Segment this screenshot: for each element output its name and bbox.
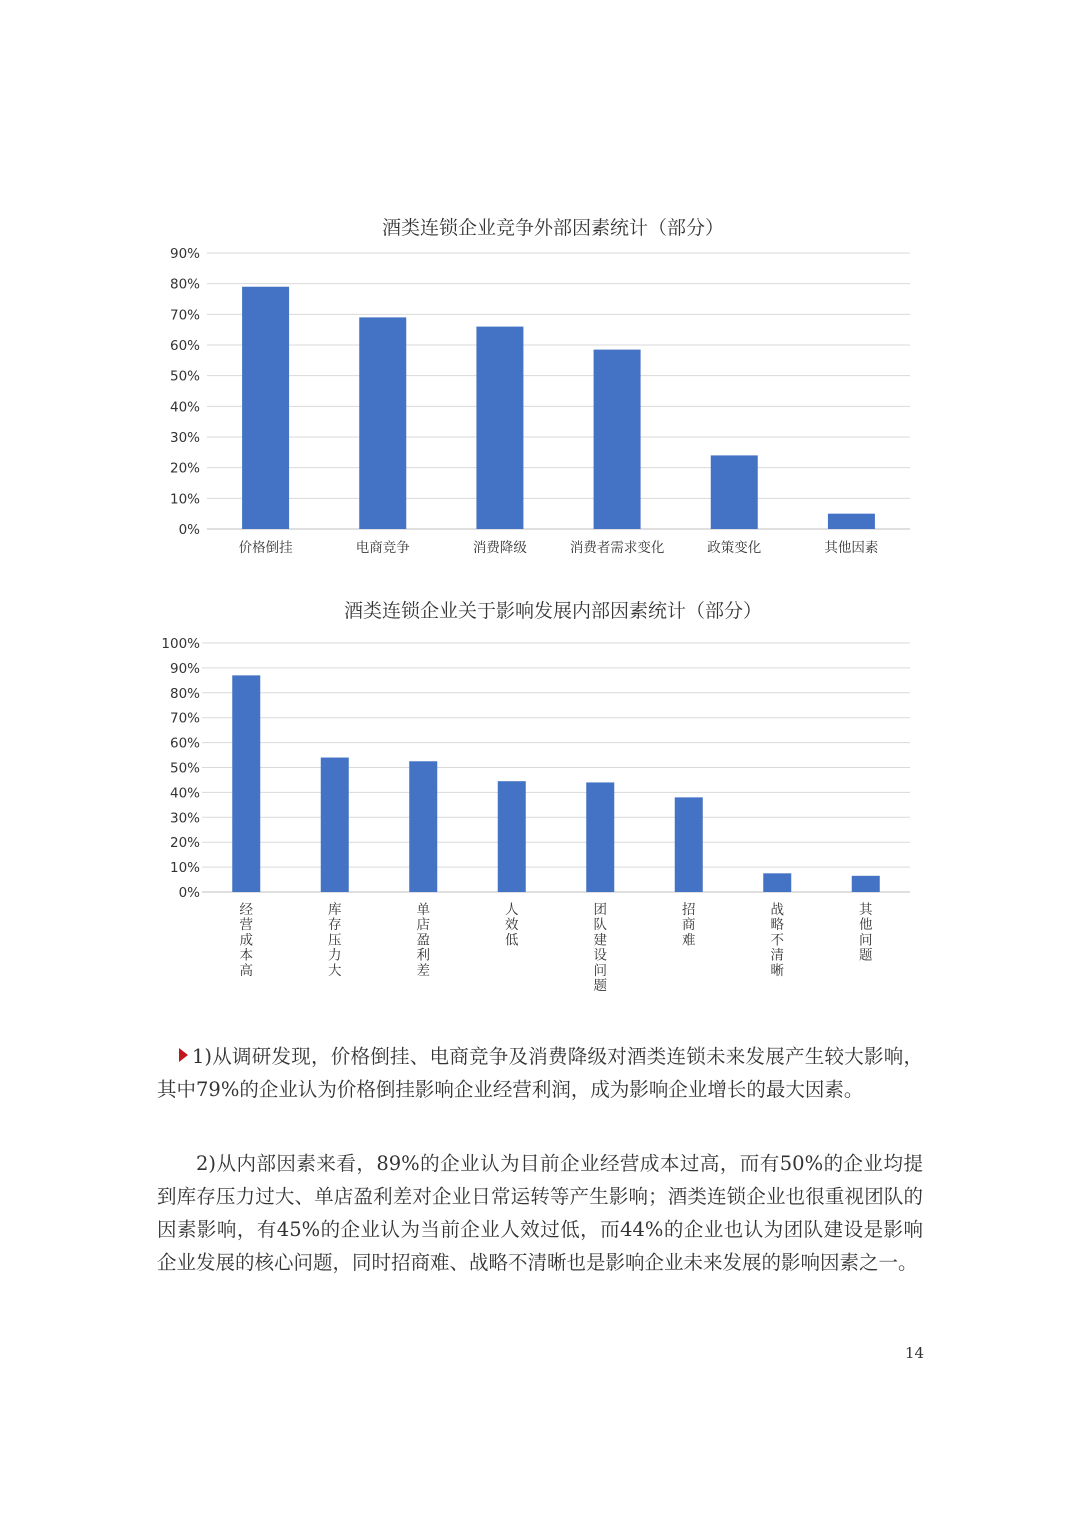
bar <box>476 327 523 529</box>
bullet-triangle-icon <box>179 1048 188 1062</box>
y-tick-label: 20% <box>169 460 200 477</box>
bar <box>321 758 349 892</box>
bar <box>594 350 641 529</box>
finding-text-1: 1)从调研发现，价格倒挂、电商竞争及消费降级对酒类连锁未来发展产生较大影响，其中79%的企业认为价格倒挂影响企业经营利润，成为影响企业增长的最大因素。 <box>157 1045 923 1101</box>
chart-title: 酒类连锁企业竞争外部因素统计（部分） <box>381 217 725 239</box>
x-category-label: 战略不清晰 <box>770 902 784 979</box>
chart-title: 酒类连锁企业关于影响发展内部因素统计（部分） <box>343 600 763 622</box>
x-category-label: 电商竞争 <box>355 540 410 556</box>
x-category-label: 团队建设问题 <box>593 902 607 994</box>
bar <box>675 797 703 892</box>
x-category-label: 其他因素 <box>824 540 879 556</box>
bar <box>586 782 614 892</box>
bar <box>711 455 758 529</box>
y-tick-label: 40% <box>169 785 200 802</box>
bar <box>359 317 406 529</box>
finding-paragraph-2: 2)从内部因素来看，89%的企业认为目前企业经营成本过高，而有50%的企业均提到库存压力过大、单店盈利差对企业日常运转等产生影响；酒类连锁企业也很重视团队的因素影响，有45%的企业认为当前企业人效过低，而44%的企业也认为团队建设是影响企业发展的核心问题，同时招商难、战略不清晰也是影响企业未来发展的影响因素之一。 <box>157 1152 923 1274</box>
y-tick-label: 0% <box>178 885 200 901</box>
bar <box>852 876 880 892</box>
y-tick-label: 70% <box>169 307 200 324</box>
bar <box>242 287 289 529</box>
internal-factors-chart <box>161 600 910 994</box>
bar <box>498 781 526 892</box>
x-category-label: 招商难 <box>682 902 696 949</box>
y-tick-label: 100% <box>161 636 200 652</box>
y-tick-label: 70% <box>169 710 200 727</box>
x-category-label: 经营成本高 <box>239 902 253 979</box>
x-category-label: 价格倒挂 <box>238 540 293 556</box>
y-tick-label: 30% <box>169 430 200 446</box>
y-tick-label: 80% <box>169 685 200 702</box>
y-tick-label: 80% <box>169 276 200 293</box>
x-category-label: 单店盈利差 <box>416 902 430 979</box>
y-tick-label: 60% <box>169 338 200 354</box>
x-category-label: 消费者需求变化 <box>569 540 665 556</box>
y-tick-label: 10% <box>169 860 200 877</box>
y-tick-label: 0% <box>178 522 200 538</box>
bar <box>409 761 437 892</box>
y-tick-label: 90% <box>169 660 200 677</box>
y-tick-label: 50% <box>169 368 200 385</box>
x-category-label: 人效低 <box>505 902 519 949</box>
y-tick-label: 60% <box>169 735 200 752</box>
y-tick-label: 30% <box>169 810 200 827</box>
y-tick-label: 90% <box>169 246 200 262</box>
page-number: 14 <box>905 1344 925 1362</box>
y-tick-label: 50% <box>169 760 200 777</box>
bar <box>763 873 791 892</box>
y-tick-label: 10% <box>169 491 200 508</box>
external-factors-chart <box>170 217 910 556</box>
x-category-label: 库存压力大 <box>328 902 342 979</box>
x-category-label: 消费降级 <box>472 540 527 556</box>
x-category-label: 其他问题 <box>859 902 873 964</box>
y-tick-label: 20% <box>169 835 200 852</box>
bar <box>828 514 875 529</box>
x-category-label: 政策变化 <box>707 540 762 556</box>
finding-paragraph-1 <box>157 1040 923 1106</box>
y-tick-label: 40% <box>169 399 200 416</box>
bar <box>232 675 260 892</box>
